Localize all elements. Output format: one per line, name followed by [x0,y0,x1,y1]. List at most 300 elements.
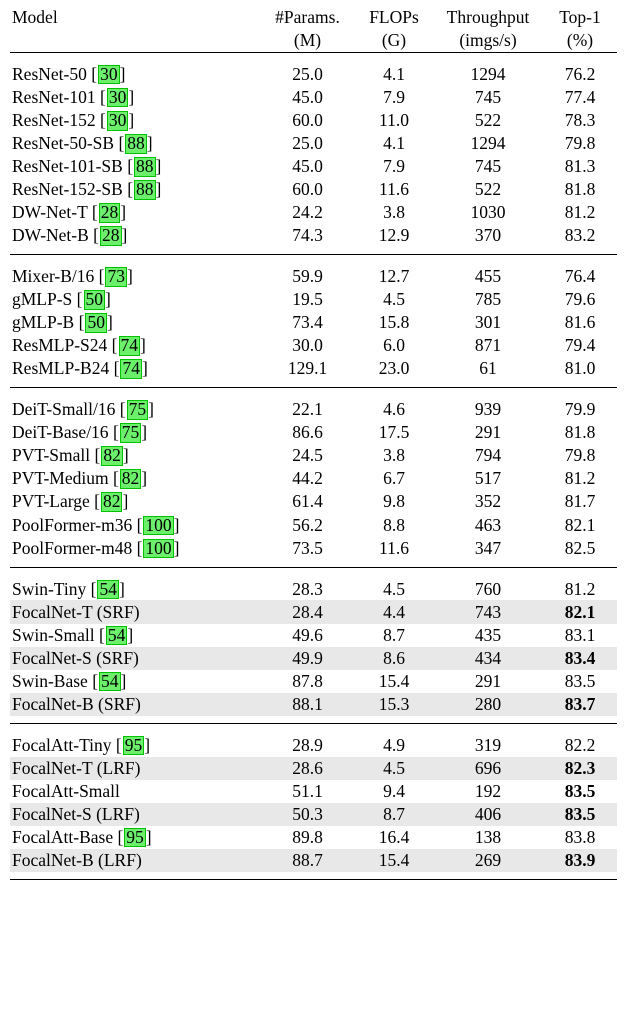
citation-bracket-open: [ [92,670,99,691]
row-spacer [10,391,617,398]
cell-top1: 79.4 [564,335,596,356]
cell-model [10,490,260,513]
cell-throughput: 1294 [470,63,506,84]
cell-flops: 4.5 [355,757,433,780]
cell-model [10,178,260,201]
model-name: PoolFormer-m48 [12,537,133,558]
model-name: ResNet-50 [12,63,87,84]
cell-model [10,536,260,559]
spacer-cell [10,716,617,724]
table-row [10,849,617,872]
cell-params: 56.2 [292,514,323,535]
cell-flops: 8.8 [383,514,405,535]
model-name: gMLP-B [12,312,75,333]
citation-bracket-open: [ [119,399,126,420]
cell-params: 51.1 [292,780,323,801]
cell-throughput: 760 [474,578,502,599]
cell-throughput: 1030 [470,202,506,223]
model-name: ResNet-101 [12,86,96,107]
model-name: Swin-Tiny [12,578,87,599]
spacer-cell [10,570,617,577]
citation-highlight: 54 [101,670,119,691]
citation-bracket-open: [ [91,63,98,84]
model-name: FocalNet-B (SRF) [12,693,141,714]
cell-throughput: 745 [474,156,502,177]
cell-flops: 15.4 [378,670,410,691]
cell-params: 59.9 [292,266,323,287]
citation-highlight: 100 [145,514,172,535]
header-row-1 [10,6,617,29]
citation-bracket-open: [ [99,624,105,645]
cell-params: 50.3 [260,803,355,826]
cell-throughput: 435 [474,624,502,645]
column-header-throughput: Throughput [446,7,530,28]
citation-highlight: 30 [108,110,127,130]
column-header-model: Model [12,7,58,28]
cell-params: 87.8 [292,670,323,691]
cell-top1: 81.0 [564,358,596,379]
rule-cell [10,880,617,883]
cell-top1: 83.2 [564,225,596,246]
row-spacer [10,380,617,388]
cell-params: 28.4 [260,600,355,623]
citation-bracket-close: ] [141,468,148,489]
cell-flops: 4.6 [383,399,405,420]
citation-bracket-close: ] [155,156,162,177]
table-row [10,421,617,444]
column-header-params: #Params. [275,7,340,28]
cell-flops: 7.9 [383,156,405,177]
model-name: DeiT-Small/16 [12,399,116,420]
table-row [10,444,617,467]
cell-params: 88.7 [260,849,355,872]
citation-bracket-open: [ [93,225,99,246]
cell-top1: 83.5 [543,803,617,826]
citation-bracket-open: [ [115,734,122,755]
citation-bracket-close: ] [173,537,180,558]
cell-model [10,421,260,444]
cell-flops: 12.7 [378,266,410,287]
cell-params: 49.6 [292,624,323,645]
cell-params: 25.0 [292,133,323,154]
citation-bracket-open: [ [127,156,134,177]
citation-bracket-close: ] [145,826,152,847]
table-row [10,224,617,247]
row-spacer [10,726,617,733]
cell-throughput: 352 [474,491,502,512]
spacer-cell [10,726,617,733]
citation-bracket-close: ] [144,734,151,755]
citation-bracket-close: ] [118,578,125,599]
cell-throughput: 291 [474,422,502,443]
cell-model [10,467,260,490]
citation-highlight: 88 [136,179,154,200]
cell-flops: 8.7 [355,803,433,826]
citation-bracket-open: [ [127,179,134,200]
table-row [10,155,617,178]
model-name: PVT-Medium [12,468,109,489]
citation-bracket-open: [ [91,202,98,223]
citation-bracket-close: ] [121,225,128,246]
cell-model [10,513,260,536]
cell-model [10,109,260,132]
spacer-cell [10,258,617,265]
cell-top1: 83.8 [564,826,596,847]
citation-bracket-open: [ [94,445,101,466]
citation-bracket-close: ] [127,624,134,645]
table-row [10,803,617,826]
cell-model [10,311,260,334]
spacer-cell [10,247,617,255]
cell-throughput: 434 [433,647,543,670]
cell-throughput: 455 [474,266,502,287]
column-header-params-unit: (M) [293,30,322,51]
cell-flops: 17.5 [378,422,410,443]
cell-model [10,670,260,693]
cell-top1: 83.9 [543,849,617,872]
citation-highlight: 30 [108,86,127,107]
table-row [10,109,617,132]
citation-bracket-open: [ [112,468,119,489]
table-row [10,600,617,623]
model-name: ResMLP-S24 [12,335,108,356]
table-row [10,757,617,780]
cell-model [10,63,260,86]
citation-highlight: 82 [103,445,121,466]
spacer-cell [10,559,617,567]
spacer-cell [10,391,617,398]
citation-highlight: 82 [102,491,121,512]
cell-params: 30.0 [292,335,323,356]
citation-bracket-open: [ [78,312,85,333]
cell-params: 61.4 [292,491,323,512]
cell-top1: 81.2 [564,578,596,599]
cell-params: 28.9 [292,734,323,755]
table-row [10,624,617,647]
citation-bracket-open: [ [99,110,106,130]
cell-params: 88.1 [260,693,355,716]
cell-top1: 76.2 [564,63,596,84]
cell-model [10,803,260,826]
cell-model [10,86,260,109]
citation-bracket-close: ] [141,358,148,379]
cell-throughput: 871 [474,335,502,356]
cell-flops: 9.4 [383,780,405,801]
cell-top1: 83.1 [564,624,596,645]
citation-bracket-open: [ [113,358,120,379]
model-name: PVT-Large [12,491,90,512]
citation-bracket-close: ] [146,133,153,154]
cell-top1: 81.2 [564,468,596,489]
table-row [10,63,617,86]
citation-bracket-close: ] [120,670,127,691]
cell-params: 60.0 [292,179,323,200]
cell-model [10,444,260,467]
cell-params: 89.8 [292,826,323,847]
citation-bracket-close: ] [128,110,135,130]
cell-throughput: 696 [433,757,543,780]
column-header-top1-unit: (%) [566,30,594,51]
citation-highlight: 95 [126,826,144,847]
cell-params: 25.0 [292,63,323,84]
table-row [10,670,617,693]
cell-model [10,132,260,155]
table-row [10,357,617,380]
cell-flops: 15.8 [378,312,410,333]
cell-model [10,288,260,311]
results-table [10,6,617,883]
cell-throughput: 522 [474,179,502,200]
cell-flops: 16.4 [378,826,410,847]
cell-top1: 82.3 [543,757,617,780]
model-name: FocalNet-S (LRF) [12,803,140,824]
row-spacer [10,872,617,880]
citation-bracket-close: ] [140,335,146,356]
model-name: DW-Net-B [12,225,89,246]
citation-highlight: 73 [107,266,125,287]
cell-top1: 79.9 [564,399,596,420]
cell-model [10,398,260,421]
model-name: DW-Net-T [12,202,88,223]
cell-top1: 83.5 [564,780,596,801]
cell-top1: 78.3 [564,110,596,130]
cell-flops: 7.9 [383,86,405,107]
cell-params: 45.0 [292,156,323,177]
cell-top1: 82.2 [564,734,596,755]
table-row [10,536,617,559]
citation-bracket-close: ] [119,63,126,84]
cell-flops: 4.9 [383,734,405,755]
citation-highlight: 88 [136,156,154,177]
cell-model [10,600,260,623]
model-name: ResNet-152 [12,110,96,130]
model-name: Swin-Small [12,624,95,645]
cell-throughput: 61 [479,358,497,379]
citation-bracket-open: [ [136,537,143,558]
citation-bracket-close: ] [106,312,113,333]
row-spacer [10,55,617,62]
cell-top1: 82.1 [564,514,596,535]
cell-model [10,734,260,757]
cell-params: 73.4 [292,312,323,333]
cell-throughput: 291 [474,670,502,691]
citation-bracket-close: ] [141,422,148,443]
citation-bracket-open: [ [90,578,97,599]
citation-bracket-close: ] [120,202,127,223]
citation-bracket-close: ] [173,514,180,535]
model-name: PoolFormer-m36 [12,514,133,535]
table-row [10,334,617,357]
table-row [10,265,617,288]
cell-throughput: 785 [474,289,502,310]
table-group-rule [10,880,617,883]
citation-highlight: 54 [99,578,117,599]
model-name: ResMLP-B24 [12,358,110,379]
table-row [10,647,617,670]
citation-bracket-open: [ [99,86,106,107]
citation-highlight: 88 [127,133,145,154]
model-name: ResNet-50-SB [12,133,115,154]
table-row [10,577,617,600]
model-name: FocalAtt-Small [12,780,120,801]
citation-bracket-close: ] [128,86,135,107]
citation-bracket-close: ] [155,179,162,200]
cell-flops: 6.7 [383,468,405,489]
cell-throughput: 280 [433,693,543,716]
citation-bracket-open: [ [117,826,124,847]
spacer-cell [10,380,617,388]
cell-model [10,201,260,224]
citation-highlight: 74 [122,358,140,379]
cell-params: 19.5 [292,289,323,310]
cell-flops: 6.0 [383,335,405,356]
table-row [10,201,617,224]
model-name: ResNet-101-SB [12,156,123,177]
table-row [10,86,617,109]
model-name: FocalNet-T (SRF) [12,601,140,622]
cell-model [10,624,260,647]
cell-top1: 77.4 [564,86,596,107]
table-row [10,398,617,421]
model-name: Mixer-B/16 [12,266,95,287]
cell-flops: 15.4 [355,849,433,872]
cell-params: 45.0 [292,86,323,107]
citation-highlight: 54 [107,624,126,645]
cell-top1: 83.5 [564,670,596,691]
citation-bracket-open: [ [118,133,125,154]
cell-params: 28.3 [292,578,323,599]
model-name: ResNet-152-SB [12,179,123,200]
cell-model [10,577,260,600]
cell-flops: 11.6 [379,537,409,558]
cell-throughput: 347 [474,537,502,558]
cell-params: 28.6 [260,757,355,780]
column-header-top1: Top-1 [559,7,601,28]
row-spacer [10,716,617,724]
cell-model [10,357,260,380]
table-row [10,693,617,716]
citation-highlight: 28 [102,225,120,246]
cell-top1: 81.8 [564,179,596,200]
citation-highlight: 75 [121,422,140,443]
citation-bracket-open: [ [111,335,118,356]
model-name: Swin-Base [12,670,88,691]
table-row [10,288,617,311]
cell-model [10,757,260,780]
table-row [10,826,617,849]
citation-highlight: 95 [124,734,143,755]
cell-flops: 4.4 [355,600,433,623]
column-header-throughput-unit: (imgs/s) [459,30,517,51]
cell-flops: 12.9 [378,225,410,246]
cell-flops: 11.6 [379,179,409,200]
cell-params: 44.2 [292,468,323,489]
citation-bracket-close: ] [105,289,111,310]
citation-bracket-close: ] [148,399,154,420]
citation-highlight: 74 [120,335,138,356]
cell-params: 49.9 [260,647,355,670]
citation-bracket-open: [ [94,491,100,512]
cell-flops: 4.5 [383,289,405,310]
cell-top1: 81.3 [564,156,596,177]
table-row [10,490,617,513]
cell-flops: 3.8 [383,445,405,466]
cell-params: 24.2 [292,202,323,223]
cell-flops: 11.0 [379,110,409,130]
cell-throughput: 269 [433,849,543,872]
citation-highlight: 50 [85,289,103,310]
column-header-flops: FLOPs [369,7,419,28]
cell-model [10,849,260,872]
model-name: gMLP-S [12,289,73,310]
citation-bracket-open: [ [98,266,105,287]
cell-params: 129.1 [287,358,328,379]
cell-top1: 76.4 [564,266,596,287]
cell-throughput: 370 [474,225,502,246]
table-header [10,6,617,53]
model-name: PVT-Small [12,445,91,466]
citation-highlight: 100 [145,537,172,558]
cell-throughput: 794 [474,445,502,466]
cell-throughput: 301 [474,312,502,333]
cell-params: 22.1 [292,399,323,420]
cell-throughput: 517 [474,468,502,489]
cell-flops: 4.1 [383,133,405,154]
citation-highlight: 75 [128,399,147,420]
cell-model [10,826,260,849]
cell-flops: 8.6 [355,647,433,670]
cell-top1: 82.5 [564,537,596,558]
cell-top1: 79.8 [564,445,596,466]
cell-model [10,647,260,670]
model-name: FocalNet-B (LRF) [12,849,142,870]
cell-throughput: 463 [474,514,502,535]
cell-throughput: 192 [474,780,502,801]
cell-throughput: 939 [474,399,502,420]
cell-params: 60.0 [292,110,323,130]
cell-model [10,155,260,178]
cell-throughput: 743 [433,600,543,623]
cell-params: 73.5 [292,537,323,558]
table-row [10,132,617,155]
cell-params: 86.6 [292,422,323,443]
table-row [10,734,617,757]
citation-bracket-close: ] [126,266,133,287]
cell-throughput: 745 [474,86,502,107]
model-name: DeiT-Base/16 [12,422,109,443]
cell-top1: 83.4 [543,647,617,670]
cell-throughput: 138 [474,826,502,847]
table-row [10,513,617,536]
cell-flops: 4.5 [383,578,405,599]
citation-bracket-close: ] [122,491,129,512]
cell-top1: 82.1 [543,600,617,623]
table-row [10,780,617,803]
cell-flops: 9.8 [383,491,405,512]
citation-bracket-open: [ [76,289,83,310]
model-name: FocalAtt-Tiny [12,734,112,755]
model-name: FocalAtt-Base [12,826,114,847]
cell-flops: 8.7 [383,624,405,645]
citation-highlight: 50 [87,312,105,333]
cell-throughput: 1294 [470,133,506,154]
model-name: FocalNet-T (LRF) [12,757,141,778]
row-spacer [10,247,617,255]
cell-top1: 81.2 [564,202,596,223]
citation-bracket-close: ] [122,445,129,466]
cell-top1: 81.8 [564,422,596,443]
cell-model [10,693,260,716]
